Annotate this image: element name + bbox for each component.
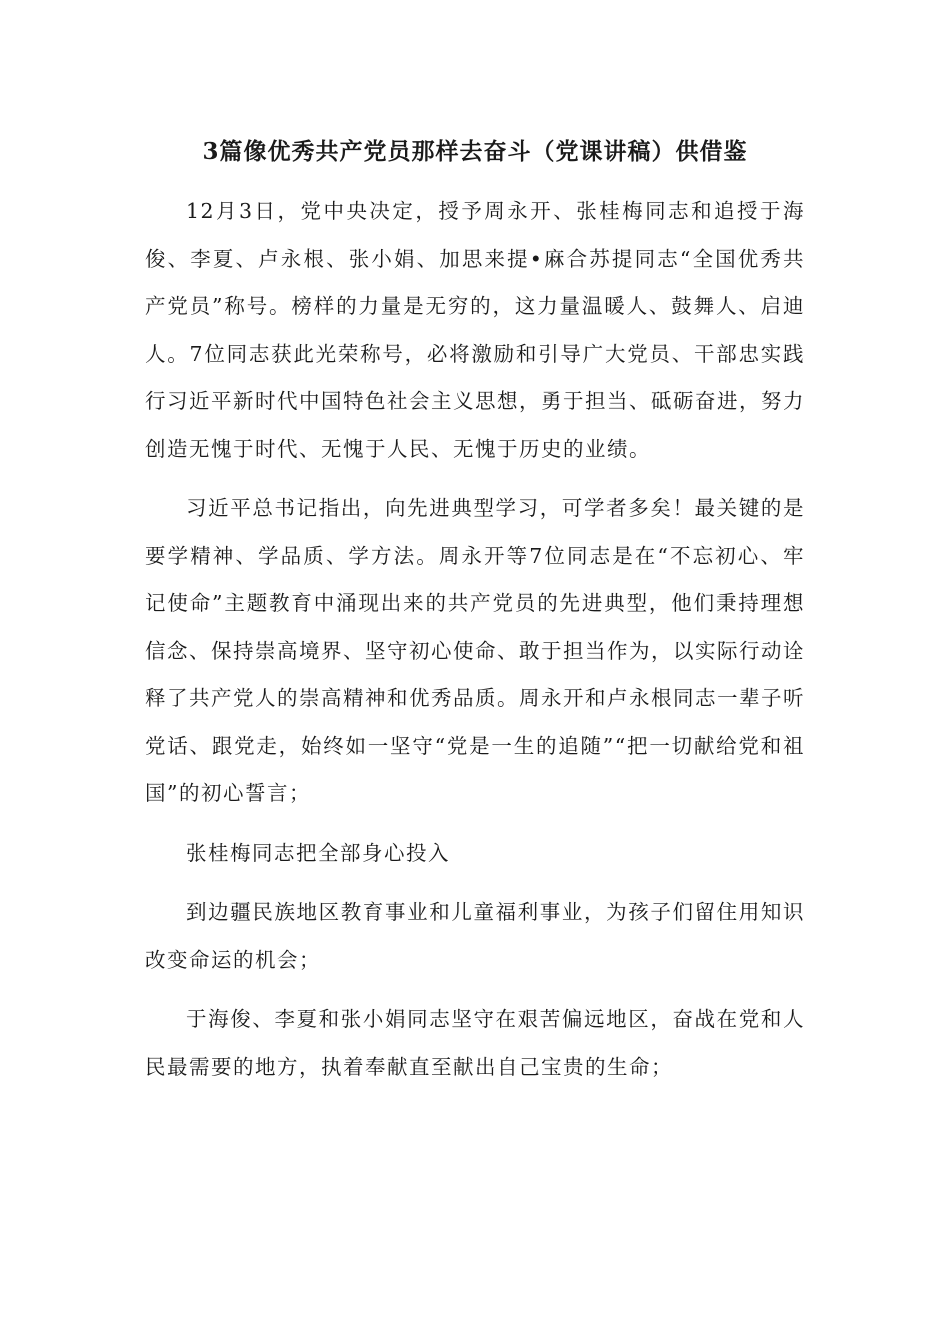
- paragraph-5: 于海俊、李夏和张小娟同志坚守在艰苦偏远地区，奋战在党和人民最需要的地方，执着奉献直至献出自己宝贵的生命；: [145, 1007, 805, 1079]
- paragraph-4: 到边疆民族地区教育事业和儿童福利事业，为孩子们留住用知识改变命运的机会；: [145, 900, 805, 972]
- paragraph-1: 12月3日，党中央决定，授予周永开、张桂梅同志和追授于海俊、李夏、卢永根、张小娟、加思来提•麻合苏提同志“全国优秀共产党员”称号。榜样的力量是无穷的，这力量温暖人、鼓舞人、启迪人。7位同志获此光荣称号，必将激励和引导广大党员、干部忠实践行习近平新时代中国特色社会主义思想，勇于担当、砥砺奋进，努力创造无愧于时代、无愧于人民、无愧于历史的业绩。: [145, 199, 805, 461]
- document-title: 3篇像优秀共产党员那样去奋斗（党课讲稿）供借鉴: [202, 138, 748, 165]
- paragraph-2: 习近平总书记指出，向先进典型学习，可学者多矣！最关键的是要学精神、学品质、学方法。周永开等7位同志是在“不忘初心、牢记使命”主题教育中涌现出来的共产党员的先进典型，他们秉持理想信念、保持崇高境界、坚守初心使命、敢于担当作为，以实际行动诠释了共产党人的崇高精神和优秀品质。周永开和卢永根同志一辈子听党话、跟党走，始终如一坚守“党是一生的追随”“把一切献给党和祖国”的初心誓言；: [145, 496, 805, 805]
- document-body: [145, 188, 805, 1103]
- paragraph-3: 张桂梅同志把全部身心投入: [186, 840, 450, 865]
